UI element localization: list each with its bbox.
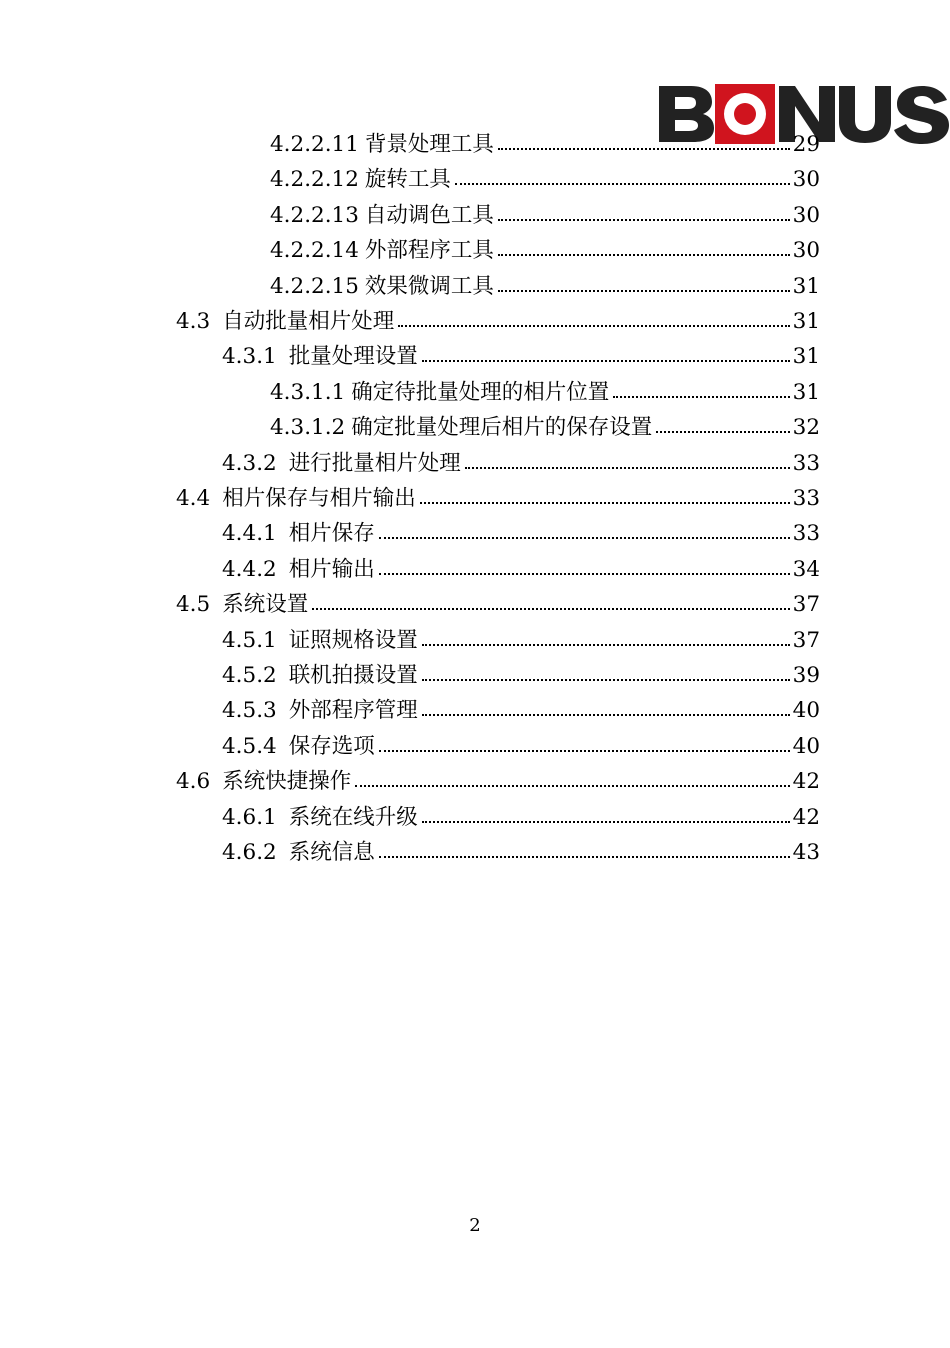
- toc-dot-leader: [422, 360, 790, 362]
- toc-entry-number: 4.5: [176, 592, 211, 618]
- toc-entry-title: 系统设置: [222, 592, 309, 618]
- toc-entry[interactable]: [270, 236, 820, 266]
- toc-entry-number: 4.3.1.2: [270, 415, 346, 441]
- toc-entry-number: 4.5.4: [222, 733, 277, 759]
- toc-entry-page: 40: [792, 733, 820, 759]
- toc-entry-page: 42: [792, 769, 820, 795]
- toc-entry-number: 4.6.1: [222, 804, 277, 830]
- toc-entry-title: 相片输出: [288, 556, 375, 582]
- toc-entry-title: 进行批量相片处理: [288, 450, 461, 476]
- toc-entry[interactable]: [270, 130, 820, 160]
- toc-dot-leader: [422, 821, 790, 823]
- toc-entry-title: 保存选项: [288, 733, 375, 759]
- toc-entry-title: 确定批量处理后相片的保存设置: [351, 415, 653, 441]
- toc-dot-leader: [422, 679, 790, 681]
- toc-entry-title: 确定待批量处理的相片位置: [351, 379, 610, 405]
- toc-entry-title: 相片保存与相片输出: [222, 486, 416, 511]
- toc-entry-number: 4.5.2: [222, 663, 277, 688]
- toc-dot-leader: [422, 714, 790, 716]
- toc-dot-leader: [498, 219, 790, 221]
- toc-dot-leader: [656, 431, 789, 433]
- toc-entry-number: 4.4: [176, 486, 211, 511]
- toc-entry[interactable]: [222, 519, 820, 549]
- toc-entry-page: 33: [792, 521, 820, 547]
- toc-entry-title: 自动调色工具: [364, 202, 494, 228]
- toc-entry[interactable]: [222, 732, 820, 762]
- toc-entry-title: 联机拍摄设置: [288, 663, 418, 688]
- toc-entry-number: 4.3.1: [222, 344, 277, 370]
- toc-entry-title: 背景处理工具: [364, 132, 494, 157]
- toc-entry-title: 相片保存: [288, 521, 375, 547]
- toc-entry-page: 31: [792, 344, 820, 370]
- toc-entry[interactable]: [270, 165, 820, 195]
- toc-entry-title: 系统快捷操作: [222, 769, 352, 795]
- toc-entry-number: 4.2.2.13: [270, 202, 359, 228]
- toc-entry-number: 4.2.2.15: [270, 273, 359, 299]
- toc-entry-page: 33: [792, 450, 820, 476]
- toc-entry-page: 33: [792, 486, 820, 511]
- toc-entry-page: 37: [792, 627, 820, 653]
- toc-entry-page: 34: [792, 556, 820, 582]
- toc-entry-title: 系统在线升级: [288, 804, 418, 830]
- toc-entry[interactable]: [222, 661, 820, 691]
- toc-entry-title: 旋转工具: [364, 167, 451, 193]
- toc-entry-number: 4.2.2.12: [270, 167, 359, 193]
- toc-entry[interactable]: [222, 838, 820, 868]
- toc-entry-number: 4.3.2: [222, 450, 277, 476]
- toc-entry-number: 4.5.3: [222, 698, 277, 724]
- toc-entry[interactable]: [176, 307, 820, 337]
- toc-dot-leader: [379, 750, 790, 752]
- toc-entry-number: 4.5.1: [222, 627, 277, 653]
- toc-entry-page: 31: [792, 379, 820, 405]
- toc-entry-title: 系统信息: [288, 840, 375, 865]
- toc-entry-title: 证照规格设置: [288, 627, 418, 653]
- toc-entry-page: 42: [792, 804, 820, 830]
- toc-dot-leader: [498, 148, 790, 150]
- toc-dot-leader: [420, 502, 790, 504]
- toc-entry[interactable]: [222, 555, 820, 585]
- toc-dot-leader: [312, 608, 789, 610]
- toc-entry-number: 4.6.2: [222, 840, 277, 865]
- toc-entry-title: 自动批量相片处理: [222, 309, 395, 334]
- toc-entry-page: 43: [792, 840, 820, 865]
- toc-dot-leader: [398, 325, 789, 327]
- toc-entry-page: 30: [792, 202, 820, 228]
- toc-dot-leader: [613, 396, 789, 398]
- toc-entry-page: 32: [792, 415, 820, 441]
- toc-entry-number: 4.2.2.11: [270, 132, 359, 157]
- page-number: 2: [469, 1215, 481, 1236]
- toc-entry[interactable]: [222, 696, 820, 726]
- toc-entry[interactable]: [270, 413, 820, 443]
- toc-entry-number: 4.6: [176, 769, 211, 795]
- toc-dot-leader: [465, 467, 790, 469]
- toc-entry-title: 外部程序管理: [288, 698, 418, 724]
- toc-entry[interactable]: [176, 484, 820, 514]
- toc-entry-number: 4.3: [176, 309, 211, 334]
- toc-entry[interactable]: [222, 803, 820, 833]
- toc-entry[interactable]: [222, 449, 820, 479]
- toc-entry-title: 外部程序工具: [364, 238, 494, 264]
- toc-entry-number: 4.2.2.14: [270, 238, 359, 264]
- toc-entry-title: 批量处理设置: [288, 344, 418, 370]
- toc-dot-leader: [379, 856, 790, 858]
- toc-entry-title: 效果微调工具: [364, 273, 494, 299]
- toc-entry-page: 30: [792, 238, 820, 264]
- toc-entry-page: 39: [792, 663, 820, 688]
- toc-dot-leader: [379, 573, 790, 575]
- toc-entry[interactable]: [222, 342, 820, 372]
- toc-entry-page: 31: [792, 273, 820, 299]
- toc-entry-page: 37: [792, 592, 820, 618]
- toc-entry-number: 4.3.1.1: [270, 379, 346, 405]
- toc-dot-leader: [355, 785, 789, 787]
- toc-dot-leader: [498, 290, 790, 292]
- toc-dot-leader: [498, 254, 790, 256]
- toc-entry-page: 30: [792, 167, 820, 193]
- toc-dot-leader: [422, 644, 790, 646]
- toc-entry[interactable]: [176, 767, 820, 797]
- toc-entry-page: 40: [792, 698, 820, 724]
- toc-entry[interactable]: [270, 378, 820, 408]
- toc-entry[interactable]: [270, 201, 820, 231]
- toc-entry-number: 4.4.2: [222, 556, 277, 582]
- toc-dot-leader: [379, 537, 790, 539]
- toc-entry[interactable]: [176, 590, 820, 620]
- toc-entry-page: 29: [792, 132, 820, 157]
- toc-entry-page: 31: [792, 309, 820, 334]
- toc-dot-leader: [455, 183, 790, 185]
- toc-entry[interactable]: [270, 272, 820, 302]
- toc-entry-number: 4.4.1: [222, 521, 277, 547]
- toc-entry[interactable]: [222, 626, 820, 656]
